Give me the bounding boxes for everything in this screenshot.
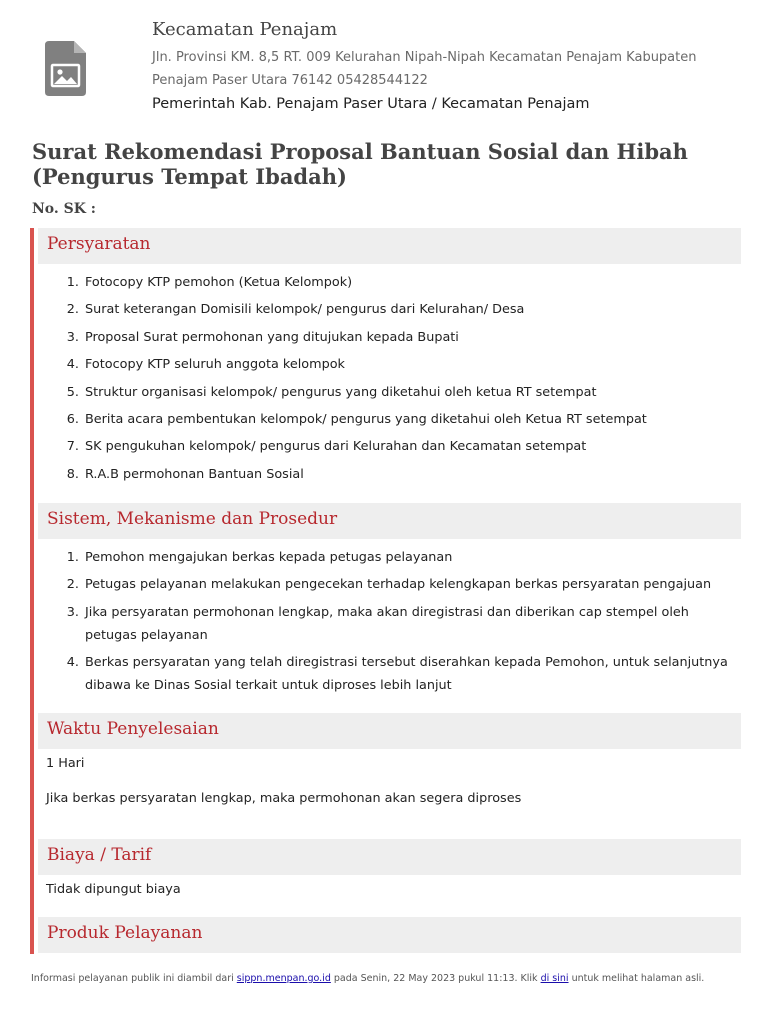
list-item: 7. SK pengukuhan kelompok/ pengurus dari Kelurahan dan Kecamatan setempat [66, 439, 587, 455]
image-file-icon [45, 41, 86, 96]
requirements-list [54, 271, 734, 486]
section-header-biaya [38, 839, 741, 875]
section-title: Biaya / Tarif [47, 845, 152, 865]
original-page-link[interactable]: di sini [540, 973, 569, 984]
organization-address: Jln. Provinsi KM. 8,5 RT. 009 Kelurahan Nipah-Nipah Kecamatan Penajam Kabupaten Penajam Paser Utara 76142 05428544122 [152, 50, 697, 88]
section-header-produk [38, 917, 741, 953]
list-item: 4. Fotocopy KTP seluruh anggota kelompok [66, 357, 345, 373]
fee-text: Tidak dipungut biaya [46, 882, 181, 897]
section-header-waktu [38, 713, 741, 749]
list-item: 2. Petugas pelayanan melakukan pengecekan terhadap kelengkapan berkas persyaratan pengajuan [66, 577, 712, 593]
list-item: 8. R.A.B permohonan Bantuan Sosial [66, 466, 304, 482]
footer-prefix: Informasi pelayanan publik ini diambil dari [31, 973, 234, 984]
footer-middle: pada Senin, 22 May 2023 pukul 11:13. Klik [333, 973, 538, 984]
section-header-prosedur [38, 503, 741, 539]
list-item: 1. Pemohon mengajukan berkas kepada petugas pelayanan [66, 550, 453, 565]
list-item: 2. Surat keterangan Domisili kelompok/ pengurus dari Kelurahan/ Desa [66, 302, 525, 318]
list-item: 1. Fotocopy KTP pemohon (Ketua Kelompok) [66, 275, 353, 290]
source-footer [31, 973, 704, 984]
list-item: 3. Proposal Surat permohonan yang ditujukan kepada Bupati [66, 329, 459, 345]
service-details [30, 228, 737, 954]
section-title: Produk Pelayanan [47, 923, 203, 943]
section-header-persyaratan [38, 228, 741, 264]
sk-number-label: No. SK : [32, 201, 96, 217]
list-item: 3. Jika persyaratan permohonan lengkap, maka akan diregistrasi dan diberikan cap stempel oleh petugas pelayanan [66, 604, 689, 643]
list-item: 5. Struktur organisasi kelompok/ pengurus yang diketahui oleh ketua RT setempat [66, 384, 597, 400]
footer-suffix: untuk melihat halaman asli. [571, 973, 705, 984]
procedure-list [54, 546, 734, 697]
completion-note: Jika berkas persyaratan lengkap, maka permohonan akan segera diproses [46, 791, 522, 806]
completion-time: 1 Hari [46, 756, 85, 771]
list-item: 4. Berkas persyaratan yang telah diregistrasi tersebut diserahkan kepada Pemohon, untuk selanjutnya dibawa ke Dinas Sosial terkait untuk diproses lebih lanjut [66, 655, 728, 694]
section-title: Sistem, Mekanisme dan Prosedur [47, 509, 338, 529]
document-title: Surat Rekomendasi Proposal Bantuan Sosial dan Hibah (Pengurus Tempat Ibadah) [32, 139, 688, 189]
section-title: Waktu Penyelesaian [47, 719, 219, 739]
section-title: Persyaratan [47, 234, 151, 254]
source-link[interactable]: sippn.menpan.go.id [236, 973, 331, 984]
list-item: 6. Berita acara pembentukan kelompok/ pengurus yang diketahui oleh Ketua RT setempat [66, 411, 647, 427]
organization-name: Kecamatan Penajam [152, 19, 338, 40]
government-breadcrumb: Pemerintah Kab. Penajam Paser Utara / Kecamatan Penajam [152, 96, 590, 112]
page-header [0, 0, 768, 125]
